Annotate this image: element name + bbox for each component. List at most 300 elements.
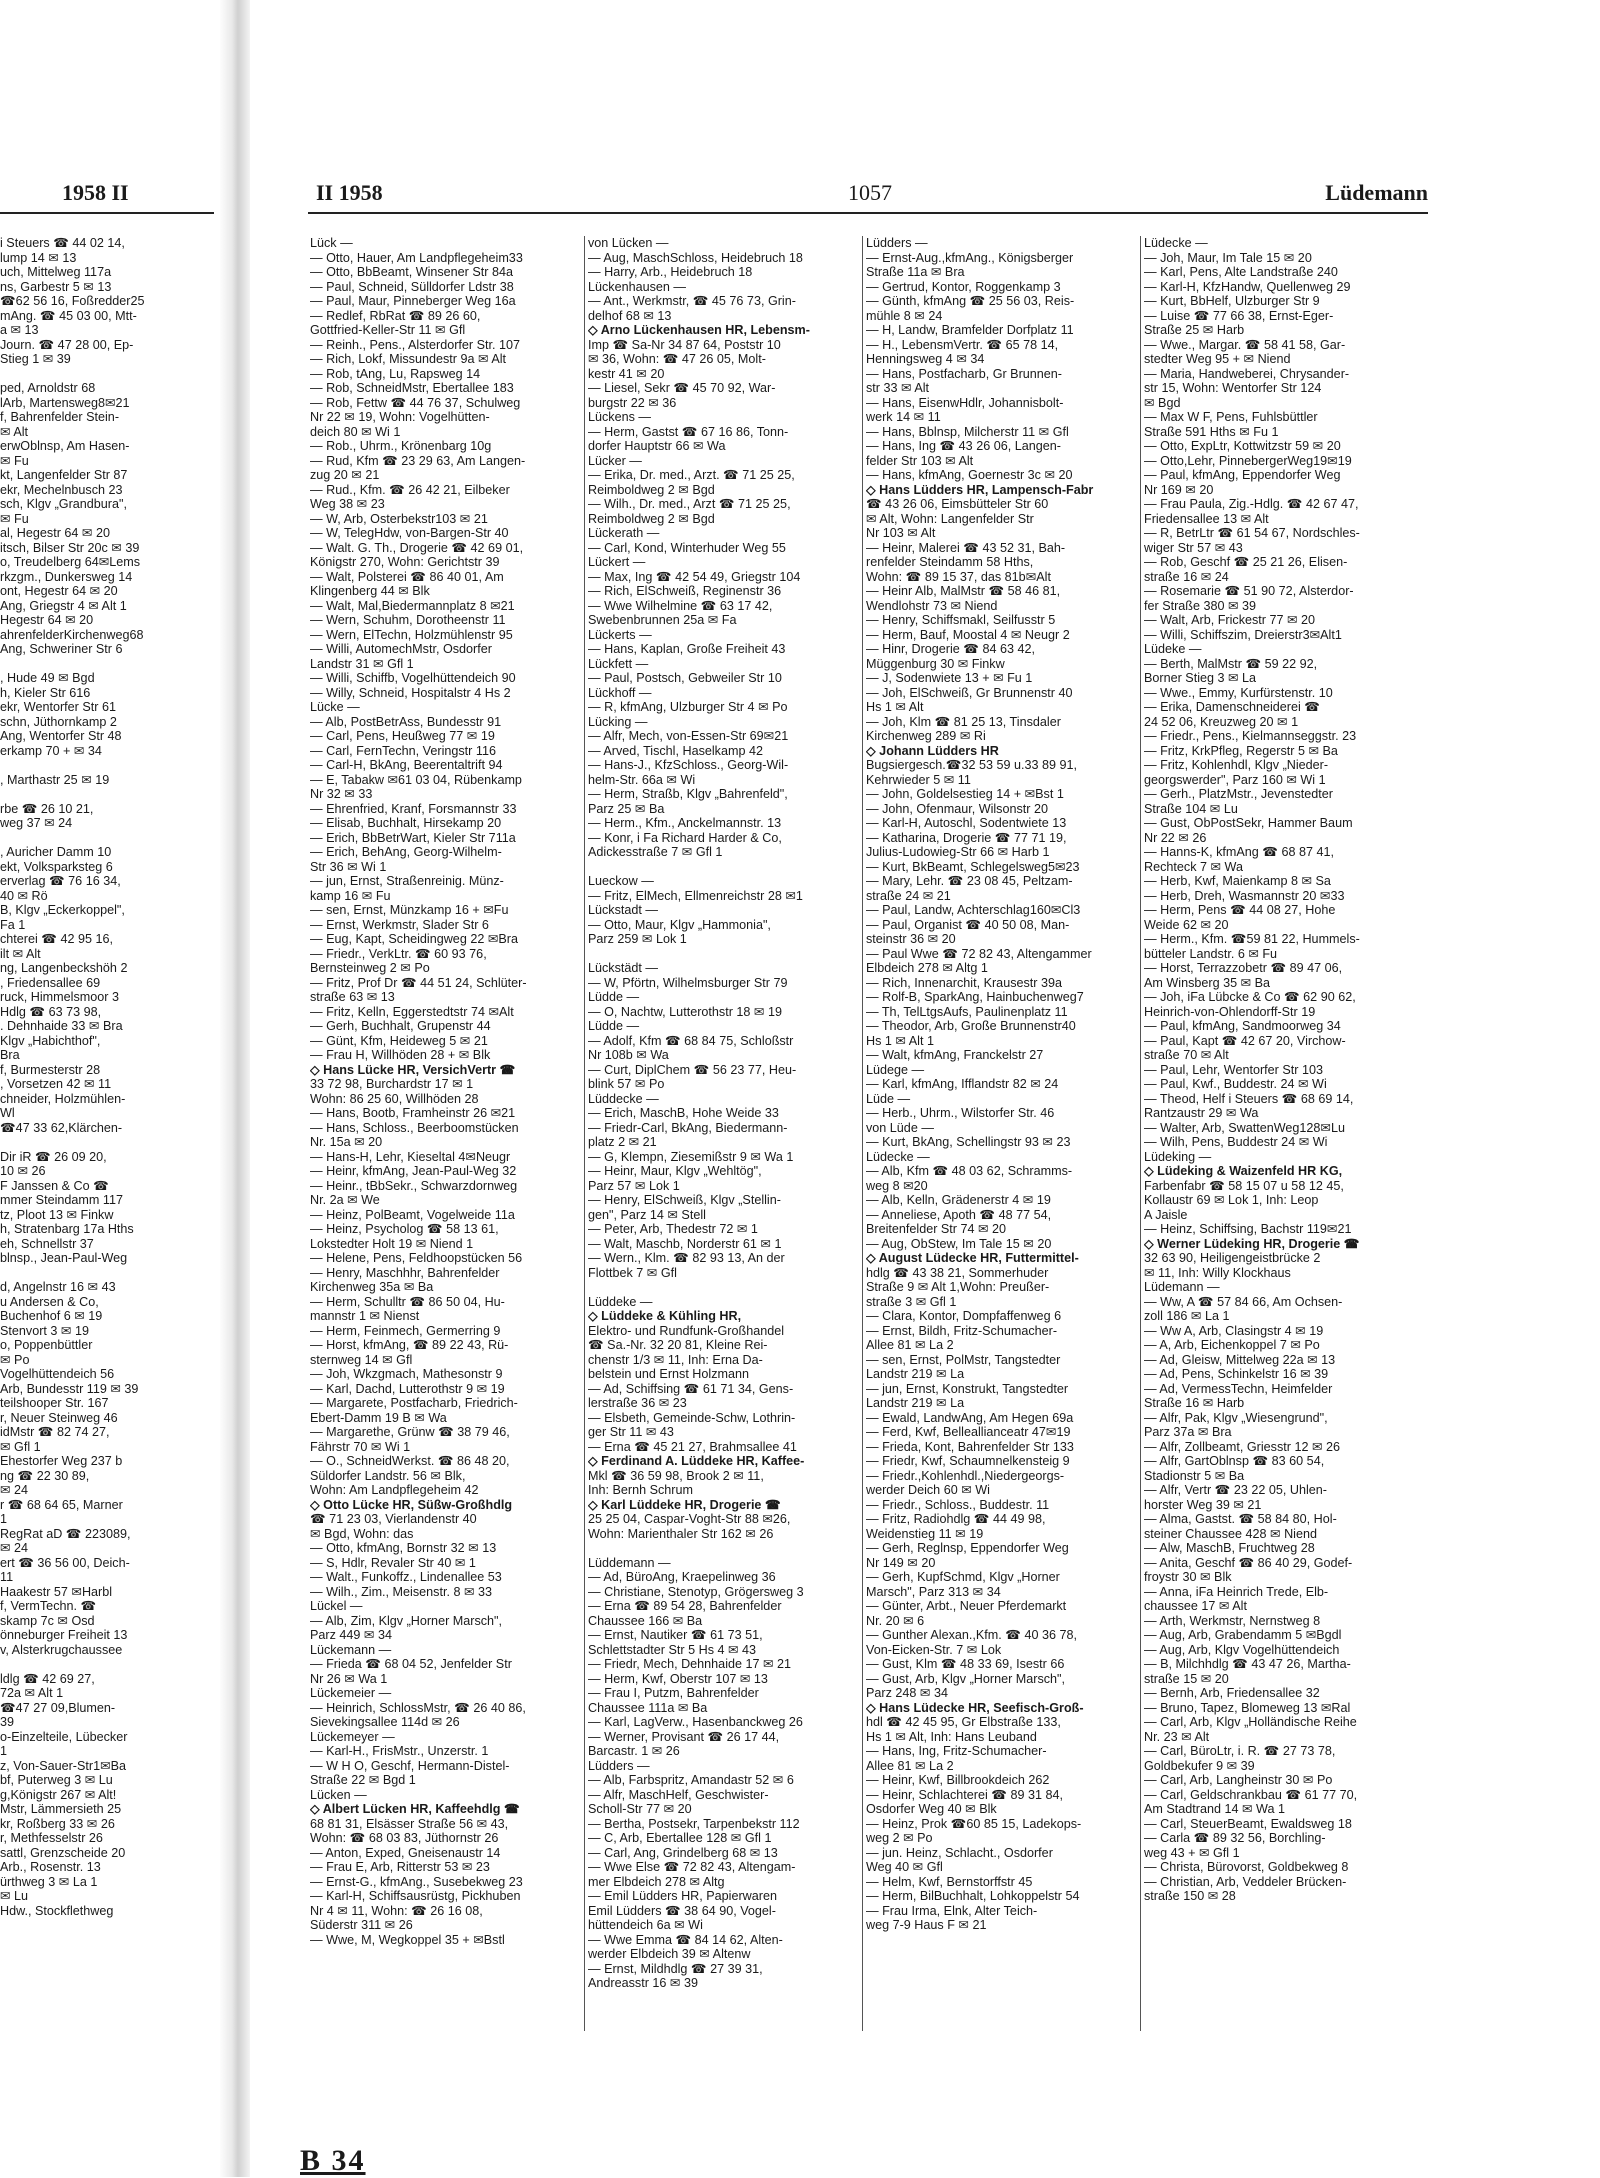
directory-entry-line: Müggenburg 30 ✉ Finkw bbox=[866, 656, 1005, 671]
directory-entry-line: — Günter, Arbt., Neuer Pferdemarkt bbox=[866, 1599, 1067, 1613]
blank-line bbox=[0, 1657, 215, 1672]
directory-entry-line: — Karl-H., FrisMstr., Unzerstr. 1 bbox=[310, 1744, 489, 1758]
directory-entry-line: — Ant., Werkmstr, ☎ 45 76 73, Grin- bbox=[588, 294, 796, 308]
directory-entry-line: straße 24 ✉ 21 bbox=[866, 888, 951, 903]
directory-entry-line: — Helene, Pens, Feldhoopstücken 56 bbox=[310, 1251, 523, 1265]
directory-entry-line: Heinrich-von-Ohlendorff-Str 19 bbox=[1144, 1004, 1316, 1019]
directory-entry-line: — Hans, Bblnsp, Milcherstr 11 ✉ Gfl bbox=[866, 424, 1069, 439]
directory-entry-line: — Harry, Arb., Heidebruch 18 bbox=[588, 265, 753, 279]
directory-entry-line: — Friedr., VerkLtr. ☎ 60 93 76, bbox=[310, 946, 487, 961]
directory-entry-line: ☎47 27 09,Blumen- bbox=[0, 1700, 116, 1715]
directory-entry-line: — Werner, Provisant ☎ 26 17 44, bbox=[588, 1729, 780, 1744]
directory-entry-line: — Gertrud, Kontor, Roggenkamp 3 bbox=[866, 279, 1061, 294]
directory-entry-line: Barcastr. 1 ✉ 26 bbox=[588, 1744, 680, 1758]
directory-entry-line: ✉ Fu bbox=[0, 511, 29, 526]
directory-entry-line: skamp 7c ✉ Osd bbox=[0, 1613, 95, 1628]
directory-entry-line: — Joh, Wkzgmach, Mathesonstr 9 bbox=[310, 1367, 503, 1381]
directory-entry-line: — Hans, Bootb, Framheinstr 26 ✉21 bbox=[310, 1106, 516, 1120]
directory-entry-line: — Katharina, Drogerie ☎ 77 71 19, bbox=[866, 830, 1067, 845]
directory-entry-line: straße 150 ✉ 28 bbox=[1144, 1889, 1236, 1903]
directory-entry-line: Nr 169 ✉ 20 bbox=[1144, 482, 1214, 497]
directory-entry-line: Parz 37a ✉ Bra bbox=[1144, 1425, 1232, 1439]
directory-entry-line: — Willi, Schiffszim, Dreierstr3✉Alt1 bbox=[1144, 627, 1342, 642]
surname-heading: Lüdecke — bbox=[866, 1149, 930, 1164]
directory-entry-line: Osdorfer Weg 40 ✉ Blk bbox=[866, 1802, 997, 1816]
directory-entry-line: — Rob., Uhrm., Krönenbarg 10g bbox=[310, 439, 492, 453]
directory-entry-line: — W H O, Geschf, Hermann-Distel- bbox=[310, 1758, 510, 1773]
surname-heading: Lüddecke — bbox=[588, 1091, 659, 1106]
directory-entry-line: — Anna, iFa Heinrich Trede, Elb- bbox=[1144, 1584, 1329, 1599]
directory-entry-line: Weg 38 ✉ 23 bbox=[310, 497, 385, 511]
directory-entry-line: — Friedr-Carl, BkAng, Biedermann- bbox=[588, 1120, 788, 1135]
directory-entry-line: — Karl, LagVerw., Hasenbanckweg 26 bbox=[588, 1715, 803, 1729]
directory-entry-line: Schlettstadter Str 5 Hs 4 ✉ 43 bbox=[588, 1642, 757, 1657]
directory-entry-line: Allee 81 ✉ La 2 bbox=[866, 1758, 954, 1773]
directory-entry-line: f, Bahrenfelder Stein- bbox=[0, 410, 120, 424]
directory-entry-line: ped, Arnoldstr 68 bbox=[0, 381, 96, 395]
directory-entry-line: — Aug, ObStew, Im Tale 15 ✉ 20 bbox=[866, 1236, 1052, 1251]
directory-entry-line: Friedensallee 13 ✉ Alt bbox=[1144, 511, 1269, 526]
directory-entry-line: — Karl-H, Schiffsausrüstg, Pickhuben bbox=[310, 1889, 521, 1903]
left-page-header: 1958 II bbox=[62, 180, 129, 205]
directory-entry-line: — Otto, Maur, Klgv „Hammonia", bbox=[588, 917, 771, 932]
directory-entry-line: Andreasstr 16 ✉ 39 bbox=[588, 1976, 698, 1990]
surname-heading: Lücker — bbox=[588, 453, 642, 468]
directory-entry-line: weg 43 + ✉ Gfl 1 bbox=[1144, 1845, 1240, 1860]
directory-entry-line: — Paul, kfmAng, Sandmoorweg 34 bbox=[1144, 1019, 1341, 1033]
directory-entry-line: ◇ Lüdeking & Waizenfeld HR KG, bbox=[1144, 1164, 1343, 1178]
directory-entry-line: — Heinr, Maur, Klgv „Wehltög", bbox=[588, 1164, 762, 1178]
directory-entry-line: Hs 1 ✉ Alt, Inh: Hans Leuband bbox=[866, 1729, 1037, 1744]
directory-entry-line: Landstr 219 ✉ La bbox=[866, 1396, 965, 1410]
directory-entry-line: Breitenfelder Str 74 ✉ 20 bbox=[866, 1222, 1007, 1236]
directory-entry-line: Straße 22 ✉ Bgd 1 bbox=[310, 1773, 416, 1787]
surname-heading: Lückel — bbox=[310, 1599, 363, 1613]
directory-entry-line: — Ad, Gleisw, Mittelweg 22a ✉ 13 bbox=[1144, 1352, 1336, 1367]
directory-entry-line: , Hude 49 ✉ Bgd bbox=[0, 671, 95, 685]
directory-entry-line: Nr. 2a ✉ We bbox=[310, 1193, 380, 1207]
directory-entry-line: i Steuers ☎ 44 02 14, bbox=[0, 236, 125, 250]
directory-entry-line: 10 ✉ 26 bbox=[0, 1164, 46, 1178]
directory-entry-line: — Ad, Schiffsing ☎ 61 71 34, Gens- bbox=[588, 1381, 794, 1396]
directory-entry-line: — Joh, Maur, Im Tale 15 ✉ 20 bbox=[1144, 250, 1312, 265]
directory-entry-line: straße 70 ✉ Alt bbox=[1144, 1048, 1229, 1062]
directory-entry-line: Straße 591 Hths ✉ Fu 1 bbox=[1144, 424, 1279, 439]
directory-entry-line: werk 14 ✉ 11 bbox=[866, 410, 941, 424]
directory-entry-line: — Paul, Schneid, Sülldorfer Ldstr 38 bbox=[310, 279, 514, 294]
directory-entry-line: lump 14 ✉ 13 bbox=[0, 250, 77, 265]
directory-entry-line: erwOblnsp, Am Hasen- bbox=[0, 439, 130, 453]
directory-entry-line: ◇ Johann Lüdders HR bbox=[866, 743, 999, 758]
directory-entry-line: — Ww A, Arb, Clasingstr 4 ✉ 19 bbox=[1144, 1323, 1324, 1338]
directory-entry-line: , Auricher Damm 10 bbox=[0, 845, 112, 859]
directory-entry-line: — Willi, Schiffb, Vogelhüttendeich 90 bbox=[310, 671, 516, 685]
directory-entry-line: — Hanns-K, kfmAng ☎ 68 87 41, bbox=[1144, 845, 1334, 859]
directory-entry-line: ◇ Hans Lücke HR, VersichVertr ☎ bbox=[310, 1062, 516, 1077]
directory-entry-line: — Anita, Geschf ☎ 86 40 29, Godef- bbox=[1144, 1555, 1353, 1570]
directory-entry-line: Bernsteinweg 2 ✉ Po bbox=[310, 961, 430, 975]
directory-entry-line: 33 72 98, Burchardstr 17 ✉ 1 bbox=[310, 1077, 474, 1091]
directory-entry-line: — Carl, FernTechn, Veringstr 116 bbox=[310, 743, 496, 758]
directory-column-4 bbox=[1144, 236, 1416, 2026]
directory-entry-line: helm-Str. 66a ✉ Wi bbox=[588, 772, 696, 787]
directory-entry-line: — Rob, SchneidMstr, Ebertallee 183 bbox=[310, 381, 514, 395]
directory-entry-line: bütteler Landstr. 6 ✉ Fu bbox=[1144, 946, 1278, 961]
directory-entry-line: ◇ August Lüdecke HR, Futtermittel- bbox=[866, 1251, 1079, 1265]
directory-entry-line: — Willi, AutomechMstr, Osdorfer bbox=[310, 642, 492, 656]
directory-entry-line: Wohn: Am Landpflegeheim 42 bbox=[310, 1483, 479, 1497]
directory-entry-line: — Erich, BehAng, Georg-Wilhelm- bbox=[310, 845, 502, 859]
directory-entry-line: ◇ Lüddeke & Kühling HR, bbox=[588, 1309, 742, 1323]
directory-entry-line: — Paul, Maur, Pinneberger Weg 16a bbox=[310, 294, 516, 308]
directory-entry-line: o-Einzelteile, Lübecker bbox=[0, 1729, 128, 1744]
directory-entry-line: ☎ 43 26 06, Eimsbütteler Str 60 bbox=[866, 497, 1049, 511]
directory-entry-line: — W, Pförtn, Wilhelmsburger Str 79 bbox=[588, 975, 788, 990]
directory-entry-line: — Anton, Exped, Gneisenaustr 14 bbox=[310, 1845, 501, 1860]
directory-entry-line: F Janssen & Co ☎ bbox=[0, 1178, 109, 1193]
directory-entry-line: — Gerh, Reglnsp, Eppendorfer Weg bbox=[866, 1541, 1069, 1555]
directory-entry-line: idMstr ☎ 82 74 27, bbox=[0, 1425, 110, 1439]
directory-entry-line: — Gerh, KupfSchmd, Klgv „Horner bbox=[866, 1570, 1060, 1584]
directory-entry-line: mühle 8 ✉ 24 bbox=[866, 308, 943, 323]
column-rule bbox=[862, 236, 863, 2031]
directory-entry-line: — Carl, SteuerBeamt, Ewaldsweg 18 bbox=[1144, 1816, 1352, 1831]
directory-entry-line: — Alfr, Pak, Klgv „Wiesengrund", bbox=[1144, 1410, 1328, 1425]
directory-entry-line: 1 bbox=[0, 1512, 8, 1526]
page-header-name: Lüdemann bbox=[1325, 180, 1428, 205]
directory-entry-line: weg 2 ✉ Po bbox=[866, 1831, 933, 1845]
directory-entry-line: blnsp., Jean-Paul-Weg bbox=[0, 1251, 128, 1265]
directory-entry-line: lArb, Martensweg8✉21 bbox=[0, 395, 130, 410]
directory-entry-line: dorfer Hauptstr 66 ✉ Wa bbox=[588, 439, 726, 453]
directory-entry-line: — O., SchneidWerkst. ☎ 86 48 20, bbox=[310, 1454, 510, 1468]
surname-heading: Lückemeier — bbox=[310, 1686, 392, 1700]
directory-entry-line: weg 8 ✉20 bbox=[866, 1178, 928, 1193]
directory-entry-line: schn, Jüthornkamp 2 bbox=[0, 714, 117, 729]
directory-entry-line: — Max, Ing ☎ 42 54 49, Griegstr 104 bbox=[588, 569, 801, 584]
directory-entry-line: — Fritz, Prof Dr ☎ 44 51 24, Schlüter- bbox=[310, 975, 527, 990]
directory-entry-line: Borner Stieg 3 ✉ La bbox=[1144, 671, 1257, 685]
directory-entry-line: Ang, Wentorfer Str 48 bbox=[0, 729, 122, 743]
directory-entry-line: — Herm., Kfm. ☎59 81 22, Hummels- bbox=[1144, 932, 1360, 946]
directory-entry-line: — Ad, BüroAng, Kraepelinweg 36 bbox=[588, 1570, 776, 1584]
directory-entry-line: h, Stratenbarg 17a Hths bbox=[0, 1222, 134, 1236]
directory-entry-line: Elektro- und Rundfunk-Großhandel bbox=[588, 1323, 785, 1338]
directory-entry-line: — Konr, i Fa Richard Harder & Co, bbox=[588, 830, 782, 845]
directory-entry-line: ✉ Alt, Wohn: Langenfelder Str bbox=[866, 511, 1034, 526]
directory-entry-line: — Gust, ObPostSekr, Hammer Baum bbox=[1144, 816, 1353, 830]
directory-entry-line: — Alb, Farbspritz, Amandastr 52 ✉ 6 bbox=[588, 1773, 794, 1787]
directory-entry-line: Journ. ☎ 47 28 00, Ep- bbox=[0, 337, 134, 352]
directory-entry-line: — Henry, Maschhhr, Bahrenfelder bbox=[310, 1265, 500, 1280]
directory-entry-line: kr, Roßberg 33 ✉ 26 bbox=[0, 1816, 115, 1831]
directory-entry-line: — Bernh, Arb, Friedensallee 32 bbox=[1144, 1686, 1320, 1700]
directory-entry-line: tz, Ploot 13 ✉ Finkw bbox=[0, 1207, 114, 1222]
column-rule bbox=[584, 236, 585, 2031]
directory-entry-line: — Rob, Geschf ☎ 25 21 26, Elisen- bbox=[1144, 555, 1348, 569]
directory-entry-line: fer Straße 380 ✉ 39 bbox=[1144, 598, 1257, 613]
directory-entry-line: hdlg ☎ 43 38 21, Sommerhuder bbox=[866, 1265, 1049, 1280]
directory-entry-line: burgstr 22 ✉ 36 bbox=[588, 395, 677, 410]
directory-entry-line: — Karl-H, KfzHandw, Quellenweg 29 bbox=[1144, 279, 1351, 294]
directory-entry-line: — Walter, Arb, SwattenWeg128✉Lu bbox=[1144, 1120, 1345, 1135]
directory-entry-line: Nr 4 ✉ 11, Wohn: ☎ 26 16 08, bbox=[310, 1903, 483, 1918]
directory-entry-line: Wohn: 86 25 60, Willhöden 28 bbox=[310, 1091, 479, 1106]
directory-entry-line: — Walt, kfmAng, Franckelstr 27 bbox=[866, 1048, 1044, 1062]
directory-entry-line: u Andersen & Co, bbox=[0, 1294, 99, 1309]
directory-entry-line: al, Hegestr 64 ✉ 20 bbox=[0, 526, 110, 540]
directory-entry-line: Farbenfabr ☎ 58 15 07 u 58 12 45, bbox=[1144, 1178, 1344, 1193]
directory-entry-line: Stieg 1 ✉ 39 bbox=[0, 352, 71, 366]
directory-entry-line: — John, Goldelsestieg 14 + ✉Bst 1 bbox=[866, 787, 1064, 801]
directory-entry-line: — Friedr, Mech, Dehnhaide 17 ✉ 21 bbox=[588, 1657, 792, 1671]
directory-entry-line: 25 25 04, Caspar-Voght-Str 88 ✉26, bbox=[588, 1512, 791, 1526]
directory-entry-line: — Fritz, ElMech, Ellmenreichstr 28 ✉1 bbox=[588, 888, 803, 903]
directory-entry-line: , Marthastr 25 ✉ 19 bbox=[0, 772, 110, 787]
directory-entry-line: — Herb., Uhrm., Wilstorfer Str. 46 bbox=[866, 1106, 1055, 1120]
directory-entry-line: ürthweg 3 ✉ La 1 bbox=[0, 1874, 98, 1889]
blank-line bbox=[588, 860, 860, 875]
directory-entry-line: — Aug, Arb, Klgv Vogelhüttendeich bbox=[1144, 1642, 1340, 1657]
surname-heading: Lüdde — bbox=[588, 990, 640, 1004]
directory-entry-line: — Anneliese, Apoth ☎ 48 77 54, bbox=[866, 1207, 1052, 1222]
directory-entry-line: — Erika, Dr. med., Arzt. ☎ 71 25 25, bbox=[588, 468, 795, 482]
directory-entry-line: 32 63 90, Heiligengeistbrücke 2 bbox=[1144, 1251, 1321, 1265]
directory-entry-line: — Bruno, Tapez, Blomeweg 13 ✉Ral bbox=[1144, 1700, 1351, 1715]
directory-entry-line: — H, Landw, Bramfelder Dorfplatz 11 bbox=[866, 323, 1074, 337]
surname-heading: Lüdecke — bbox=[1144, 236, 1208, 250]
directory-entry-line: — Joh, ElSchweiß, Gr Brunnenstr 40 bbox=[866, 685, 1073, 700]
directory-entry-line: Inh: Bernh Schrum bbox=[588, 1483, 693, 1497]
directory-entry-line: — Emil Lüdders HR, Papierwaren bbox=[588, 1889, 777, 1903]
directory-entry-line: Henningsweg 4 ✉ 34 bbox=[866, 352, 985, 366]
blank-line bbox=[588, 1541, 860, 1556]
surname-heading: von Lüde — bbox=[866, 1120, 934, 1135]
directory-entry-line: — Hans, Schloss., Beerboomstücken bbox=[310, 1120, 519, 1135]
directory-entry-line: — Otto, BbBeamt, Winsener Str 84a bbox=[310, 265, 513, 279]
directory-entry-line: Haakestr 57 ✉Harbl bbox=[0, 1584, 113, 1599]
directory-entry-line: Nr 108b ✉ Wa bbox=[588, 1048, 669, 1062]
directory-entry-line: — Herm., Kfm., Anckelmannstr. 13 bbox=[588, 816, 782, 830]
directory-entry-line: , Friedensallee 69 bbox=[0, 975, 101, 990]
directory-entry-line: — Christiane, Stenotyp, Grögersweg 3 bbox=[588, 1584, 804, 1599]
directory-entry-line: — Wwe., Emmy, Kurfürstenstr. 10 bbox=[1144, 685, 1333, 700]
directory-entry-line: — Heinr Alb, MalMstr ☎ 58 46 81, bbox=[866, 584, 1061, 598]
directory-entry-line: ◇ Ferdinand A. Lüddeke HR, Kaffee- bbox=[588, 1454, 805, 1468]
directory-entry-line: — sen, Ernst, Münzkamp 16 + ✉Fu bbox=[310, 903, 509, 917]
directory-entry-line: — Frieda ☎ 68 04 52, Jenfelder Str bbox=[310, 1657, 512, 1671]
directory-entry-line: erkamp 70 + ✉ 34 bbox=[0, 743, 102, 758]
directory-entry-line: — Alma, Gastst. ☎ 58 84 80, Hol- bbox=[1144, 1512, 1337, 1526]
directory-entry-line: — Peter, Arb, Thedestr 72 ✉ 1 bbox=[588, 1222, 758, 1236]
directory-entry-line: , Vorsetzen 42 ✉ 11 bbox=[0, 1077, 112, 1091]
directory-entry-line: Lokstedter Holt 19 ✉ Niend 1 bbox=[310, 1236, 474, 1251]
directory-entry-line: — J, Sodenwiete 13 + ✉ Fu 1 bbox=[866, 671, 1033, 685]
directory-entry-line: — Heinz, Psycholog ☎ 58 13 61, bbox=[310, 1222, 499, 1236]
directory-entry-line: — Kurt, BkBeamt, Schlegelsweg5✉23 bbox=[866, 859, 1080, 874]
directory-entry-line: — Theod, Helf i Steuers ☎ 68 69 14, bbox=[1144, 1091, 1354, 1106]
directory-entry-line: Rantzaustr 29 ✉ Wa bbox=[1144, 1106, 1259, 1120]
page-mark: B 34 bbox=[300, 2144, 366, 2177]
directory-entry-line: Kehrwieder 5 ✉ 11 bbox=[866, 772, 971, 787]
directory-entry-line: Scholl-Str 77 ✉ 20 bbox=[588, 1802, 692, 1816]
directory-entry-line: — Alw, MaschB, Fruchtweg 28 bbox=[1144, 1541, 1315, 1555]
directory-entry-line: ng, Langenbeckshöh 2 bbox=[0, 961, 128, 975]
directory-entry-line: — Henry, Schiffsmakl, Seilfusstr 5 bbox=[866, 613, 1056, 627]
directory-entry-line: v, Alsterkrugchaussee bbox=[0, 1642, 123, 1657]
directory-entry-line: Nr 22 ✉ 26 bbox=[1144, 830, 1207, 845]
directory-entry-line: — Erna ☎ 45 21 27, Brahmsallee 41 bbox=[588, 1439, 797, 1454]
directory-entry-line: — Frieda, Kont, Bahrenfelder Str 133 bbox=[866, 1439, 1074, 1454]
directory-entry-line: — Herm, BilBuchhalt, Lohkoppelstr 54 bbox=[866, 1889, 1080, 1903]
directory-entry-line: Reimboldweg 2 ✉ Bgd bbox=[588, 482, 715, 497]
surname-heading: Lüdemann — bbox=[1144, 1280, 1220, 1294]
surname-heading: Lüdeking — bbox=[1144, 1149, 1212, 1164]
directory-entry-line: — Frau Irma, Elnk, Alter Teich- bbox=[866, 1903, 1038, 1918]
directory-entry-line: Flottbek 7 ✉ Gfl bbox=[588, 1265, 677, 1280]
directory-entry-line: — Willy, Schneid, Hospitalstr 4 Hs 2 bbox=[310, 685, 511, 700]
blank-line bbox=[588, 947, 860, 962]
directory-entry-line: — Hinr, Drogerie ☎ 84 63 42, bbox=[866, 642, 1035, 656]
directory-entry-line: Kirchenweg 289 ✉ Ri bbox=[866, 729, 986, 743]
surname-heading: Lückstädt — bbox=[588, 961, 658, 975]
directory-entry-line: — B, Milchhdlg ☎ 43 47 26, Martha- bbox=[1144, 1657, 1351, 1671]
directory-entry-line: Landstr 31 ✉ Gfl 1 bbox=[310, 656, 414, 671]
directory-entry-line: — Wern., Klm. ☎ 82 93 13, An der bbox=[588, 1251, 785, 1265]
directory-entry-line: — Luise ☎ 77 66 38, Ernst-Eger- bbox=[1144, 308, 1334, 323]
directory-entry-line: — Carl, Ang, Grindelberg 68 ✉ 13 bbox=[588, 1845, 778, 1860]
directory-entry-line: froystr 30 ✉ Blk bbox=[1144, 1570, 1232, 1584]
directory-entry-line: Von-Eicken-Str. 7 ✉ Lok bbox=[866, 1642, 1002, 1657]
directory-entry-line: hüttendeich 6a ✉ Wi bbox=[588, 1918, 703, 1932]
directory-entry-line: — Paul, Kwf., Buddestr. 24 ✉ Wi bbox=[1144, 1077, 1327, 1091]
directory-entry-line: — Heinz, Prok ☎60 85 15, Ladekops- bbox=[866, 1816, 1082, 1831]
directory-entry-line: straße 3 ✉ Gfl 1 bbox=[866, 1294, 957, 1309]
directory-entry-line: chneider, Holzmühlen- bbox=[0, 1091, 126, 1106]
directory-entry-line: Chaussee 111a ✉ Ba bbox=[588, 1700, 708, 1715]
directory-entry-line: ◇ Werner Lüdeking HR, Drogerie ☎ bbox=[1144, 1236, 1360, 1251]
directory-entry-line: — Gust, Klm ☎ 48 33 69, Isestr 66 bbox=[866, 1657, 1065, 1671]
directory-entry-line: Elbdeich 278 ✉ Altg 1 bbox=[866, 961, 988, 975]
blank-line bbox=[0, 367, 215, 382]
surname-heading: Lüddemann — bbox=[588, 1555, 671, 1570]
directory-entry-line: — Wwe, M, Wegkoppel 35 + ✉Bstl bbox=[310, 1932, 505, 1947]
directory-entry-line: — Eug, Kapt, Scheidingweg 22 ✉Bra bbox=[310, 932, 518, 946]
page-number: 1057 bbox=[848, 180, 892, 205]
directory-entry-line: — Joh, Klm ☎ 81 25 13, Tinsdaler bbox=[866, 714, 1061, 729]
directory-entry-line: r ☎ 68 64 65, Marner bbox=[0, 1497, 123, 1512]
directory-entry-line: — Karl, kfmAng, Ifflandstr 82 ✉ 24 bbox=[866, 1077, 1059, 1091]
directory-entry-line: ☎47 33 62,Klärchen- bbox=[0, 1120, 123, 1135]
directory-entry-line: str 33 ✉ Alt bbox=[866, 381, 930, 395]
directory-entry-line: eh, Schnellstr 37 bbox=[0, 1236, 94, 1251]
directory-entry-line: weg 37 ✉ 24 bbox=[0, 816, 73, 830]
directory-entry-line: ger Str 11 ✉ 43 bbox=[588, 1425, 674, 1439]
directory-entry-line: ◇ Arno Lückenhausen HR, Lebensm- bbox=[588, 323, 810, 337]
directory-entry-line: — Walt, Mal,Biedermannplatz 8 ✉21 bbox=[310, 598, 515, 613]
directory-entry-line: Am Winsberg 35 ✉ Ba bbox=[1144, 975, 1271, 990]
directory-entry-line: — Fritz, KrkPfleg, Regerstr 5 ✉ Ba bbox=[1144, 743, 1338, 758]
directory-entry-line: chterei ☎ 42 95 16, bbox=[0, 932, 114, 946]
directory-entry-line: — Heinr, Kwf, Billbrookdeich 262 bbox=[866, 1773, 1050, 1787]
directory-entry-line: — Ehrenfried, Kranf, Forsmannstr 33 bbox=[310, 801, 517, 816]
directory-entry-line: ilt ✉ Alt bbox=[0, 946, 41, 961]
directory-entry-line: — Horst, kfmAng, ☎ 89 22 43, Rü- bbox=[310, 1338, 509, 1352]
surname-heading: Lückerts — bbox=[588, 627, 652, 642]
directory-entry-line: — Carl, Geldschrankbau ☎ 61 77 70, bbox=[1144, 1787, 1358, 1802]
directory-entry-line: Süldorfer Landstr. 56 ✉ Blk, bbox=[310, 1468, 466, 1483]
directory-column-1 bbox=[310, 236, 582, 2026]
directory-entry-line: — Hans-H, Lehr, Kieseltal 4✉Neugr bbox=[310, 1149, 511, 1164]
directory-entry-line: A Jaisle bbox=[1144, 1207, 1188, 1222]
directory-entry-line: horster Weg 39 ✉ 21 bbox=[1144, 1497, 1262, 1512]
directory-entry-line: B, Klgv „Eckerkoppel", bbox=[0, 903, 125, 917]
directory-entry-line: erverlag ☎ 76 16 34, bbox=[0, 874, 121, 888]
directory-entry-line: ◇ Hans Lüdders HR, Lampensch-Fabr bbox=[866, 482, 1094, 497]
directory-entry-line: zoll 186 ✉ La 1 bbox=[1144, 1309, 1230, 1323]
directory-entry-line: zug 20 ✉ 21 bbox=[310, 468, 380, 482]
directory-entry-line: sattl, Grenzscheide 20 bbox=[0, 1845, 126, 1860]
directory-entry-line: Sievekingsallee 114d ✉ 26 bbox=[310, 1715, 460, 1729]
directory-entry-line: Swebenbrunnen 25a ✉ Fa bbox=[588, 613, 737, 627]
directory-entry-line: — Henry, ElSchweiß, Klgv „Stellin- bbox=[588, 1193, 781, 1207]
directory-entry-line: — Wwe Wilhelmine ☎ 63 17 42, bbox=[588, 598, 773, 613]
header-rule bbox=[308, 212, 1428, 214]
directory-entry-line: — Wilh, Pens, Buddestr 24 ✉ Wi bbox=[1144, 1135, 1328, 1149]
directory-entry-line: teilshooper Str. 167 bbox=[0, 1396, 109, 1410]
directory-entry-line: — Alb, PostBetrAss, Bundesstr 91 bbox=[310, 714, 502, 729]
directory-entry-line: — Christa, Bürovorst, Goldbekweg 8 bbox=[1144, 1860, 1349, 1874]
directory-entry-line: Nr 149 ✉ 20 bbox=[866, 1555, 936, 1570]
directory-entry-line: — Herm, Feinmech, Germerring 9 bbox=[310, 1323, 501, 1338]
directory-entry-line: Stadionstr 5 ✉ Ba bbox=[1144, 1468, 1245, 1483]
directory-entry-line: mer Elbdeich 278 ✉ Altg bbox=[588, 1874, 725, 1889]
directory-column-3 bbox=[866, 236, 1138, 2026]
directory-entry-line: Ebert-Damm 19 B ✉ Wa bbox=[310, 1410, 447, 1425]
directory-entry-line: Str 36 ✉ Wi 1 bbox=[310, 859, 387, 874]
directory-entry-line: ont, Hegestr 64 ✉ 20 bbox=[0, 584, 118, 598]
blank-line bbox=[0, 831, 215, 846]
directory-entry-line: Mkl ☎ 36 59 98, Brook 2 ✉ 11, bbox=[588, 1468, 764, 1483]
directory-entry-line: Wendlohstr 73 ✉ Niend bbox=[866, 598, 998, 613]
directory-entry-line: r, Neuer Steinweg 46 bbox=[0, 1410, 118, 1425]
directory-entry-line: — Paul, Kapt ☎ 42 67 20, Virchow- bbox=[1144, 1033, 1346, 1048]
directory-entry-line: kamp 16 ✉ Fu bbox=[310, 888, 391, 903]
directory-entry-line: itsch, Bilser Str 20c ✉ 39 bbox=[0, 540, 140, 555]
directory-entry-line: — Frau E, Arb, Ritterstr 53 ✉ 23 bbox=[310, 1860, 490, 1874]
directory-entry-line: — Gerh., PlatzMstr., Jevenstedter bbox=[1144, 787, 1333, 801]
directory-entry-line: — Paul, kfmAng, Eppendorfer Weg bbox=[1144, 468, 1341, 482]
directory-entry-line: ekr, Mechelnbusch 23 bbox=[0, 482, 123, 497]
blank-line bbox=[0, 787, 215, 802]
directory-entry-line: o, Treudelberg 64✉Lems bbox=[0, 555, 141, 569]
directory-entry-line: Nr 103 ✉ Alt bbox=[866, 526, 936, 540]
directory-entry-line: Fährstr 70 ✉ Wi 1 bbox=[310, 1439, 411, 1454]
directory-entry-line: — Wwe., Margar. ☎ 58 41 58, Gar- bbox=[1144, 337, 1346, 352]
directory-entry-line: — Redlef, RbRat ☎ 89 26 60, bbox=[310, 308, 481, 323]
directory-entry-line: georgswerder", Parz 160 ✉ Wi 1 bbox=[1144, 772, 1326, 787]
directory-entry-line: gen", Parz 14 ✉ Stell bbox=[588, 1207, 706, 1222]
directory-entry-line: ekt, Volksparksteg 6 bbox=[0, 859, 113, 874]
blank-line bbox=[588, 1280, 860, 1295]
directory-entry-line: Emil Lüdders ☎ 38 64 90, Vogel- bbox=[588, 1903, 776, 1918]
surname-heading: Lüdders — bbox=[866, 236, 928, 250]
directory-entry-line: — Alfr, GartOblnsp ☎ 83 60 54, bbox=[1144, 1454, 1325, 1468]
directory-entry-line: mAng. ☎ 45 03 00, Mtt- bbox=[0, 308, 137, 323]
directory-entry-line: — A, Arb, Eichenkoppel 7 ✉ Po bbox=[1144, 1338, 1320, 1352]
directory-entry-line: — Herb, Kwf, Maienkamp 8 ✉ Sa bbox=[1144, 874, 1331, 888]
directory-entry-line: — Kurt, BbHelf, Ulzburger Str 9 bbox=[1144, 294, 1320, 308]
